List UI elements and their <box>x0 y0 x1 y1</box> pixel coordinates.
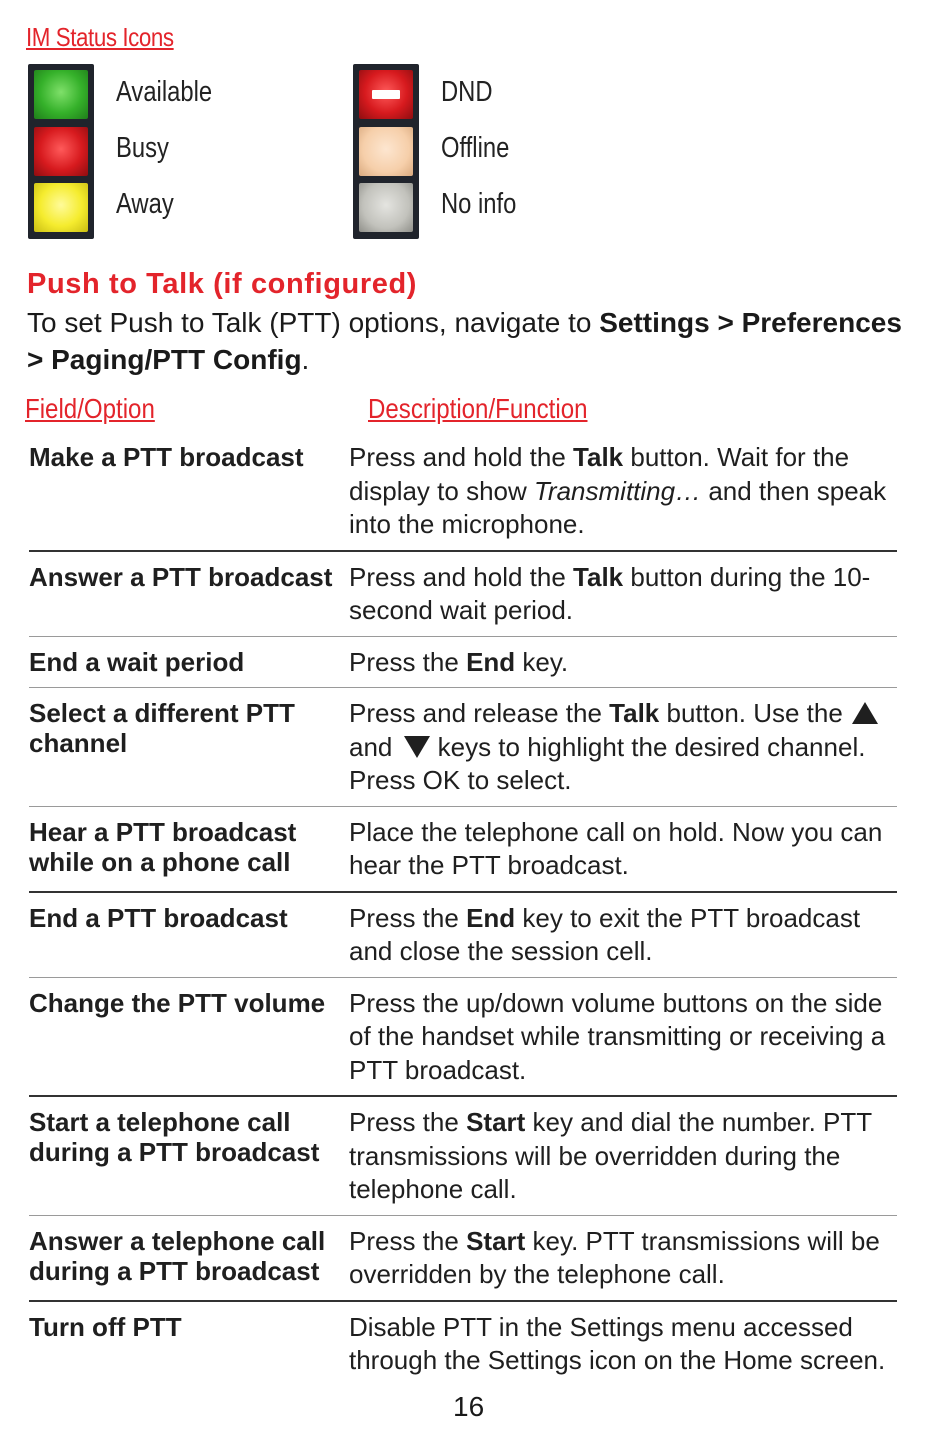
table-row <box>29 1311 897 1386</box>
description-function <box>349 902 897 969</box>
table-row <box>29 1225 897 1302</box>
intro-text: To set Push to Talk (PTT) options, navigate to <box>27 307 600 338</box>
key-name: Start <box>466 1107 526 1137</box>
column-header-field: Field/Option <box>25 393 155 424</box>
no-info-label: No info <box>441 188 517 220</box>
field-option: Turn off PTT <box>29 1311 182 1342</box>
description-text: Press the <box>349 1107 467 1137</box>
away-status-icon <box>34 183 88 232</box>
description-function <box>349 697 897 798</box>
field-option: Change the PTT volume <box>29 987 326 1018</box>
field-option: Answer a telephone call during a PTT broadcast <box>29 1225 326 1286</box>
no-info-status-icon <box>359 183 413 232</box>
field-option: Select a different PTT channel <box>29 698 295 758</box>
key-name: End <box>466 902 516 933</box>
field-option: Hear a PTT broadcast while on a phone call <box>29 816 297 877</box>
intro-period: . <box>301 344 310 375</box>
key-name: Talk <box>609 698 660 728</box>
up-arrow-icon <box>852 702 878 724</box>
key-name: Talk <box>573 561 624 592</box>
table-row <box>29 1106 897 1216</box>
key-name: Talk <box>573 442 624 472</box>
description-function <box>349 1225 897 1292</box>
description-function <box>349 561 897 628</box>
description-text: button during the 10-second wait period. <box>349 561 871 625</box>
status-icon-strip <box>353 64 419 239</box>
description-function <box>349 441 897 542</box>
description-text: Press the <box>349 1225 467 1256</box>
description-text: key. PTT transmissions will be overridden by the telephone call. <box>349 1225 880 1289</box>
description-text: Disable PTT in the Settings menu accessed through the Settings icon on the Home screen. <box>349 1311 886 1375</box>
ptt-options-table <box>29 441 897 1395</box>
field-option: Make a PTT broadcast <box>29 442 304 472</box>
field-option: Answer a PTT broadcast <box>29 561 333 592</box>
description-text: Press the <box>349 646 467 677</box>
description-text: Press and hold the <box>349 561 574 592</box>
down-arrow-icon <box>404 736 430 758</box>
description-function <box>349 816 897 883</box>
table-row <box>29 902 897 978</box>
description-text: and <box>349 731 400 762</box>
description-text: key to exit the PTT broadcast and close the session cell. <box>349 902 861 966</box>
description-function <box>349 646 897 680</box>
available-status-icon <box>34 70 88 119</box>
table-row <box>29 697 897 807</box>
field-option: Start a telephone call during a PTT broadcast <box>29 1107 320 1167</box>
available-label: Available <box>116 76 213 108</box>
description-text: button. Wait for the display to show <box>349 442 850 506</box>
description-function <box>349 1311 897 1378</box>
description-text: key. <box>515 646 569 677</box>
page-number: 16 <box>453 1391 485 1422</box>
dnd-status-icon <box>359 70 413 119</box>
field-option: End a PTT broadcast <box>29 902 288 933</box>
ptt-heading: Push to Talk (if configured) <box>27 268 418 300</box>
description-text: Press the up/down volume buttons on the side of the handset while transmitting or receiving a PTT broadcast. <box>349 987 886 1085</box>
description-function <box>349 987 897 1088</box>
description-text: button. Use the <box>659 698 851 728</box>
description-text: Place the telephone call on hold. Now you can hear the PTT broadcast. <box>349 816 883 880</box>
dnd-label: DND <box>441 76 493 108</box>
description-text: keys to highlight the desired channel. Press OK to select. <box>349 731 866 795</box>
description-text: and then speak into the microphone. <box>349 475 887 539</box>
display-text: Transmitting… <box>533 475 702 506</box>
ptt-intro <box>27 304 907 378</box>
key-name: Start <box>466 1225 526 1256</box>
table-row <box>29 987 897 1098</box>
offline-label: Offline <box>441 132 510 164</box>
busy-label: Busy <box>116 132 169 164</box>
table-row <box>29 561 897 637</box>
description-text: Press the <box>349 902 467 933</box>
im-status-title: IM Status Icons <box>26 22 174 52</box>
minus-icon <box>372 90 400 99</box>
description-function <box>349 1106 897 1207</box>
table-row <box>29 816 897 893</box>
table-row <box>29 646 897 689</box>
table-row <box>29 441 897 552</box>
settings-path: Settings > Preferences > Paging/PTT Config <box>27 307 902 375</box>
key-name: End <box>466 646 516 677</box>
column-header-description: Description/Function <box>368 393 588 424</box>
description-text: Press and hold the <box>349 442 574 472</box>
away-label: Away <box>116 188 174 220</box>
description-text: key and dial the number. PTT transmissions will be overridden during the telephone call. <box>349 1107 872 1204</box>
busy-status-icon <box>34 127 88 176</box>
field-option: End a wait period <box>29 646 245 677</box>
status-icon-strip <box>28 64 94 239</box>
offline-status-icon <box>359 127 413 176</box>
description-text: Press and release the <box>349 698 610 728</box>
